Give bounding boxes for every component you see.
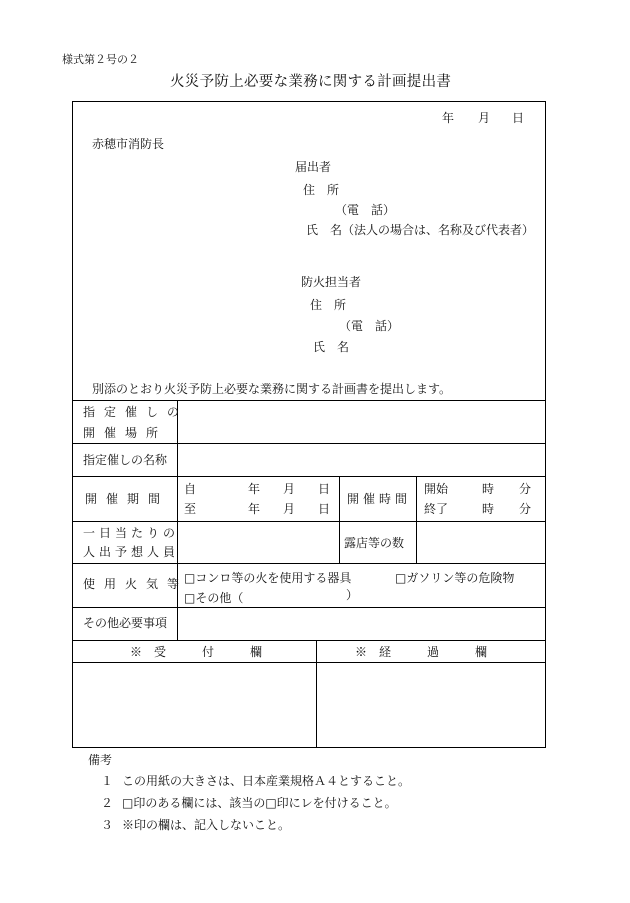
hours-label-left-line (339, 476, 340, 563)
notifier-name-label: 氏 名（法人の場合は、名称及び代表者） (306, 223, 535, 237)
notifier-phone-label: （電 話） (335, 203, 396, 217)
reception-column-header: ※ 受 付 欄 (130, 645, 263, 659)
venue-label-line1: 指定催しの (83, 405, 189, 419)
checkbox-other-close: ） (346, 588, 359, 602)
frame-left (72, 101, 73, 748)
form-title: 火災予防上必要な業務に関する計画提出書 (170, 74, 452, 90)
venue-label-line2: 開催場所 (83, 426, 168, 440)
checkbox-other-box[interactable]: □ (184, 591, 196, 605)
note-number: １ (101, 774, 114, 788)
note-text: ※印の欄は、記入しないこと。 (122, 818, 291, 832)
period-to-label: 至 (184, 502, 197, 516)
progress-area (317, 663, 545, 747)
fire-manager-phone-label: （電 話） (339, 319, 400, 333)
note-text: □印のある欄には、該当の□印にレを付けること。 (122, 796, 397, 810)
fire-use-label: 使用火気等 (83, 577, 189, 591)
row-line-7 (72, 640, 546, 641)
checkbox-gasoline-box[interactable]: □ (395, 571, 407, 585)
checkbox-other-label: その他（ (195, 591, 244, 605)
fire-manager-heading: 防火担当者 (301, 275, 362, 289)
progress-column-header: ※ 経 過 欄 (355, 645, 488, 659)
event-name-field[interactable] (178, 444, 545, 476)
other-items-label: その他必要事項 (83, 616, 168, 630)
frame-right (545, 101, 546, 748)
hours-end-hour: 時 (482, 502, 495, 516)
period-to-day: 日 (318, 502, 331, 516)
hours-end-label: 終了 (424, 502, 449, 516)
checkbox-other[interactable] (184, 589, 243, 605)
stalls-field[interactable] (417, 522, 545, 563)
event-name-label: 指定催しの名称 (83, 453, 168, 467)
other-items-field[interactable] (178, 608, 545, 640)
form-number-label: 様式第２号の２ (62, 53, 139, 66)
fire-manager-address-label: 住 所 (310, 298, 347, 312)
checkbox-gasoline[interactable] (395, 569, 514, 585)
row-line-3 (72, 476, 546, 477)
submission-statement: 別添のとおり火災予防上必要な業務に関する計画書を提出します。 (92, 382, 452, 396)
period-from-year: 年 (248, 482, 261, 496)
stalls-label: 露店等の数 (344, 536, 405, 550)
attendance-field[interactable] (178, 522, 339, 563)
hours-start-label: 開始 (424, 482, 449, 496)
venue-field[interactable] (178, 401, 545, 443)
fire-manager-name-label: 氏 名 (313, 340, 350, 354)
note-number: ３ (101, 818, 114, 832)
frame-bottom (72, 747, 546, 748)
checkbox-gasoline-label: ガソリン等の危険物 (406, 571, 515, 585)
checkbox-stove[interactable] (184, 569, 351, 585)
frame-top (72, 101, 546, 102)
period-to-year: 年 (248, 502, 261, 516)
attendance-label-line1: 一日当たりの (83, 526, 180, 540)
date-day: 日 (512, 111, 525, 125)
period-from-month: 月 (283, 482, 296, 496)
note-number: ２ (101, 796, 114, 810)
period-from-day: 日 (318, 482, 331, 496)
checkbox-stove-box[interactable]: □ (184, 571, 196, 585)
period-to-month: 月 (283, 502, 296, 516)
period-label: 開催期間 (85, 492, 170, 506)
hours-start-hour: 時 (482, 482, 495, 496)
hours-end-minute: 分 (519, 502, 532, 516)
date-month: 月 (478, 111, 491, 125)
row-line-5 (72, 563, 546, 564)
attendance-label-line2: 人出予想人員 (83, 545, 180, 559)
notifier-address-label: 住 所 (303, 183, 340, 197)
checkbox-stove-label: コンロ等の火を使用する器具 (195, 571, 352, 585)
date-year: 年 (442, 111, 455, 125)
notifier-heading: 届出者 (295, 160, 332, 174)
addressee: 赤穂市消防長 (92, 137, 165, 151)
notes-heading: 備考 (88, 753, 113, 767)
period-from-label: 自 (184, 482, 197, 496)
reception-area (73, 663, 316, 747)
hours-label: 開催時間 (347, 492, 412, 506)
note-text: この用紙の大きさは、日本産業規格Ａ４とすること。 (122, 774, 411, 788)
hours-start-minute: 分 (519, 482, 532, 496)
